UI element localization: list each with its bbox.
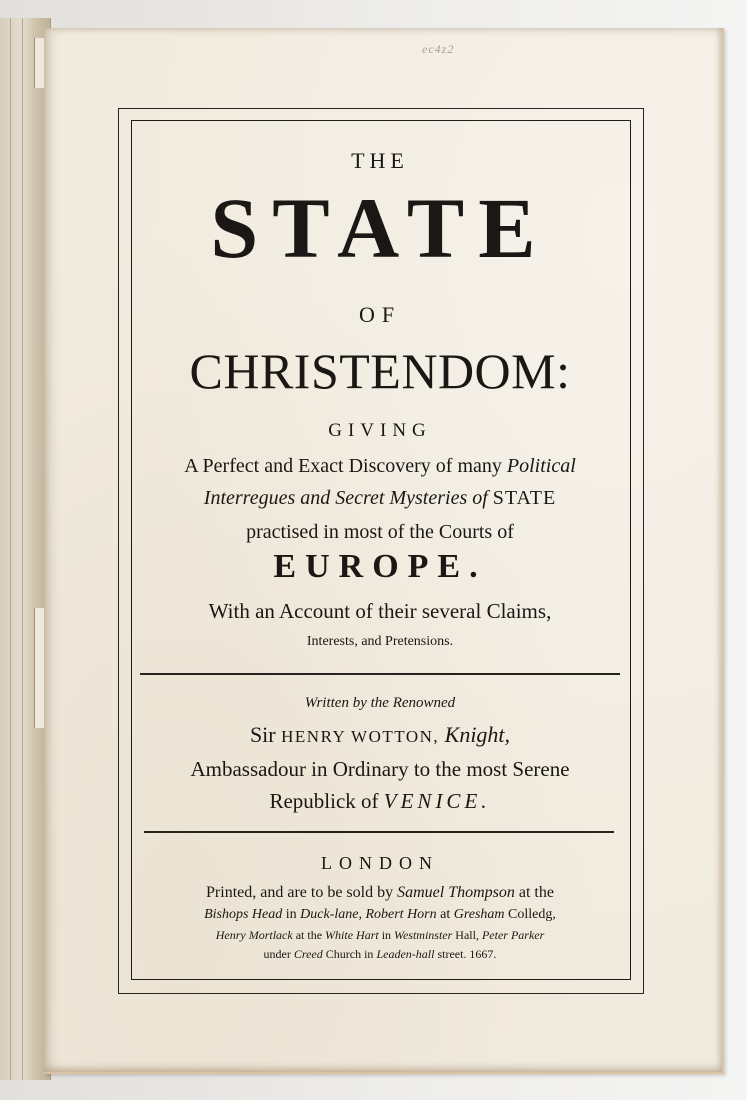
imprint-place: Leaden-hall <box>376 947 435 961</box>
imprint-text: at <box>440 907 451 922</box>
imprint-city: LONDON <box>321 853 439 873</box>
subtitle-line-2 <box>131 488 629 508</box>
subtitle-europe: EUROPE. <box>273 548 487 585</box>
subtitle-line-2-italic: Interregues and Secret Mysteries of <box>203 487 488 509</box>
imprint-name: Henry Mortlack <box>215 928 293 942</box>
spine-crease <box>10 18 11 1080</box>
imprint-text: Hall, <box>455 928 479 942</box>
imprint-text: under <box>263 947 291 961</box>
author-name-line <box>131 724 629 746</box>
subtitle-line-1-roman: A Perfect and Exact Discovery of many <box>184 455 502 477</box>
imprint-place: White Hart <box>325 928 379 942</box>
subtitle-line-3: practised in most of the Courts of <box>246 521 514 543</box>
imprint-text: in <box>285 907 297 922</box>
author-name: HENRY WOTTON, <box>281 727 440 746</box>
imprint-line-2 <box>131 908 629 922</box>
pencil-marginalia: ec4z2 <box>422 42 455 56</box>
title-page <box>44 28 724 1074</box>
subtitle-line-5: With an Account of their several Claims, <box>208 599 552 623</box>
subtitle-line-2-caps: STATE <box>492 487 557 509</box>
author-venice: VENICE. <box>383 789 491 813</box>
author-republick-line <box>131 791 629 812</box>
imprint-place: Bishops Head <box>204 907 283 922</box>
imprint-name: Samuel Thompson <box>397 884 515 901</box>
imprint-text: at the <box>295 928 323 942</box>
subtitle-line-1 <box>131 456 629 476</box>
author-knight: Knight, <box>444 722 511 747</box>
imprint-text: at the <box>518 884 554 901</box>
author-sir: Sir <box>249 722 276 747</box>
imprint-text: Colledg, <box>508 907 556 922</box>
imprint-line-3 <box>131 929 629 941</box>
imprint-line-1 <box>131 885 629 901</box>
divider-rule <box>140 673 620 675</box>
title-christendom: CHRISTENDOM: <box>189 343 571 399</box>
imprint-name: Peter Parker <box>481 928 545 942</box>
author-ambassador-line: Ambassadour in Ordinary to the most Serene <box>190 757 570 781</box>
imprint-place: Creed <box>293 947 323 961</box>
spine-crease <box>22 18 23 1080</box>
author-written-by: Written by the Renowned <box>304 695 456 711</box>
imprint-text: Church in <box>325 947 374 961</box>
subtitle-line-6: Interests, and Pretensions. <box>306 634 454 649</box>
imprint-text: Printed, and are to be sold by <box>206 884 394 901</box>
subtitle-giving: GIVING <box>328 420 432 441</box>
imprint-place: Gresham <box>453 907 505 922</box>
author-republick: Republick of <box>269 789 379 813</box>
imprint-text: in <box>381 928 392 942</box>
subtitle-line-1-italic: Political <box>506 455 576 477</box>
imprint-line-4 <box>131 948 629 960</box>
imprint-name: Duck-lane, Robert Horn <box>300 907 437 922</box>
imprint-text: street. 1667. <box>437 947 497 961</box>
divider-rule <box>144 831 614 833</box>
title-the: THE <box>351 148 409 173</box>
title-state: STATE <box>210 180 550 276</box>
title-of: OF <box>358 302 402 327</box>
imprint-place: Westminster <box>394 928 453 942</box>
